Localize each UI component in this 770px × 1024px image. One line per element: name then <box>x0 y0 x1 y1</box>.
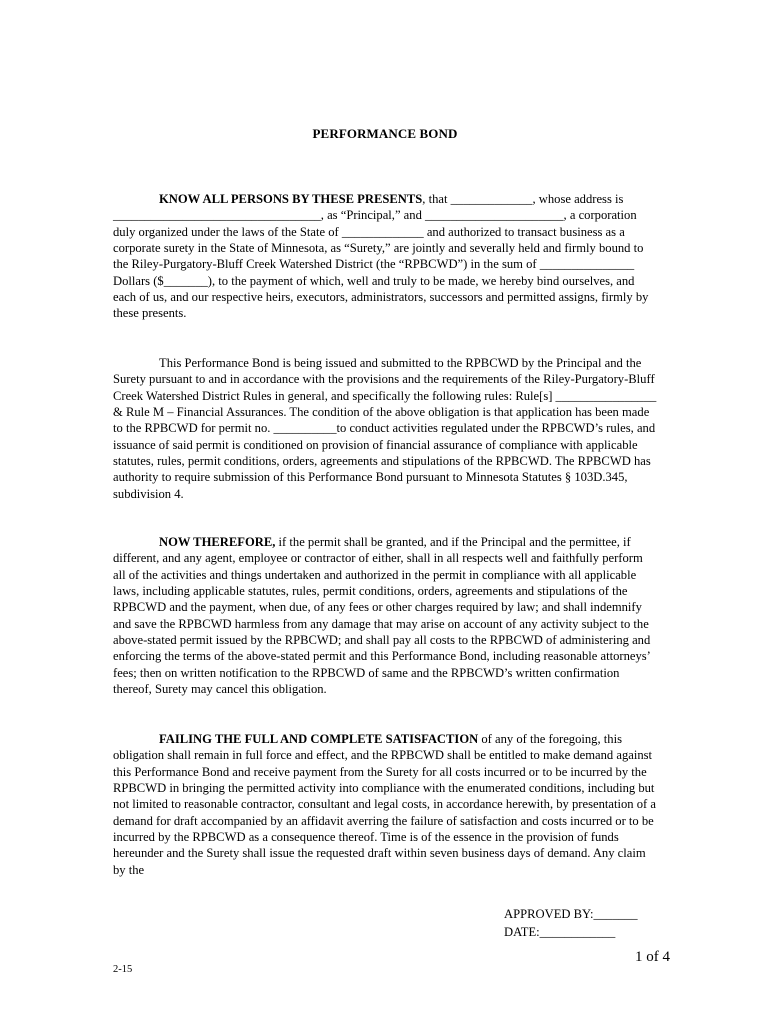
paragraph-text: of any of the foregoing, this obligation shall remain in full force and effect, and the RPBCWD shall be entitled to make demand against this Performance Bond and receive payment from the Surety for all costs incurred or to be incurred by the RPBCWD in bringing the permitted activity into compliance with the enumerated conditions, including but not limited to reasonable contractor, consultant and legal costs, in accordance herewith, by presentation of a demand for draft accompanied by an affidavit averring the failure of satisfaction and costs incurred or to be incurred by the RPBCWD as a consequence thereof. Time is of the essence in the provision of funds hereunder and the Surety shall issue the requested draft within seven business days of demand. Any claim by the <box>113 732 656 877</box>
paragraph-text: This Performance Bond is being issued and submitted to the RPBCWD by the Principal and the Surety pursuant to and in accordance with the provisions and the requirements of the Riley-Purgatory-Bluff Creek Watershed District Rules in general, and specifically the following rules: Rule[s] ________________ & Rule M – Financial Assurances. The condition of the above obligation is that application has been made to the RPBCWD for permit no. __________to conduct activities regulated under the RPBCWD’s rules, and issuance of said permit is conditioned on provision of financial assurance of compliance with applicable statutes, rules, permit conditions, orders, agreements and stipulations of the RPBCWD. The RPBCWD has authority to require submission of this Performance Bond pursuant to Minnesota Statutes § 103D.345, subdivision 4. <box>113 356 657 501</box>
paragraph-bond-purpose <box>113 355 658 502</box>
paragraph-now-therefore <box>113 534 658 697</box>
page-number: 1 of 4 <box>635 949 670 965</box>
paragraph-text: if the permit shall be granted, and if the Principal and the permittee, if different, and any agent, employee or contractor of either, shall in all respects well and faithfully perform all of the activities and things undertaken and authorized in the permit in compliance with all applicable laws, including applicable statutes, rules, permit conditions, orders, agreements and stipulations of the RPBCWD and the payment, when due, of any fees or other charges required by law; and shall indemnify and save the RPBCWD harmless from any damage that may arise on account of any activity subject to the above-stated permit issued by the RPBCWD; and shall pay all costs to the RPBCWD of administering and enforcing the terms of the above-stated permit and this Performance Bond, including reasonable attorneys’ fees; then on written notification to the RPBCWD of same and the RPBCWD’s written confirmation thereof, Surety may cancel this obligation. <box>113 535 651 697</box>
document-title: PERFORMANCE BOND <box>312 126 458 141</box>
approved-by-line: APPROVED BY:_______ <box>504 907 638 921</box>
approval-date-line: DATE:____________ <box>504 925 616 939</box>
paragraph-lead: NOW THEREFORE, <box>159 535 276 549</box>
paragraph-know-all-persons <box>113 191 658 322</box>
paragraph-lead: FAILING THE FULL AND COMPLETE SATISFACTION <box>159 732 479 746</box>
paragraph-failing-satisfaction <box>113 731 658 878</box>
paragraph-lead: KNOW ALL PERSONS BY THESE PRESENTS <box>159 192 423 206</box>
paragraph-text: , that _____________, whose address is _________________________________, as “Principal,” and ______________________, a corporation duly organized under the laws of the State of _____________ and authorized to transact business as a corporate surety in the State of Minnesota, as “Surety,” are jointly and severally held and firmly bound to the Riley-Purgatory-Bluff Creek Watershed District (the “RPBCWD”) in the sum of _______________ Dollars ($_______), to the payment of which, well and truly to be made, we hereby bind ourselves, and each of us, and our respective heirs, executors, administrators, successors and permitted assigns, firmly by these presents. <box>113 192 649 321</box>
approval-block <box>504 905 638 941</box>
footer-code: 2-15 <box>113 964 133 975</box>
